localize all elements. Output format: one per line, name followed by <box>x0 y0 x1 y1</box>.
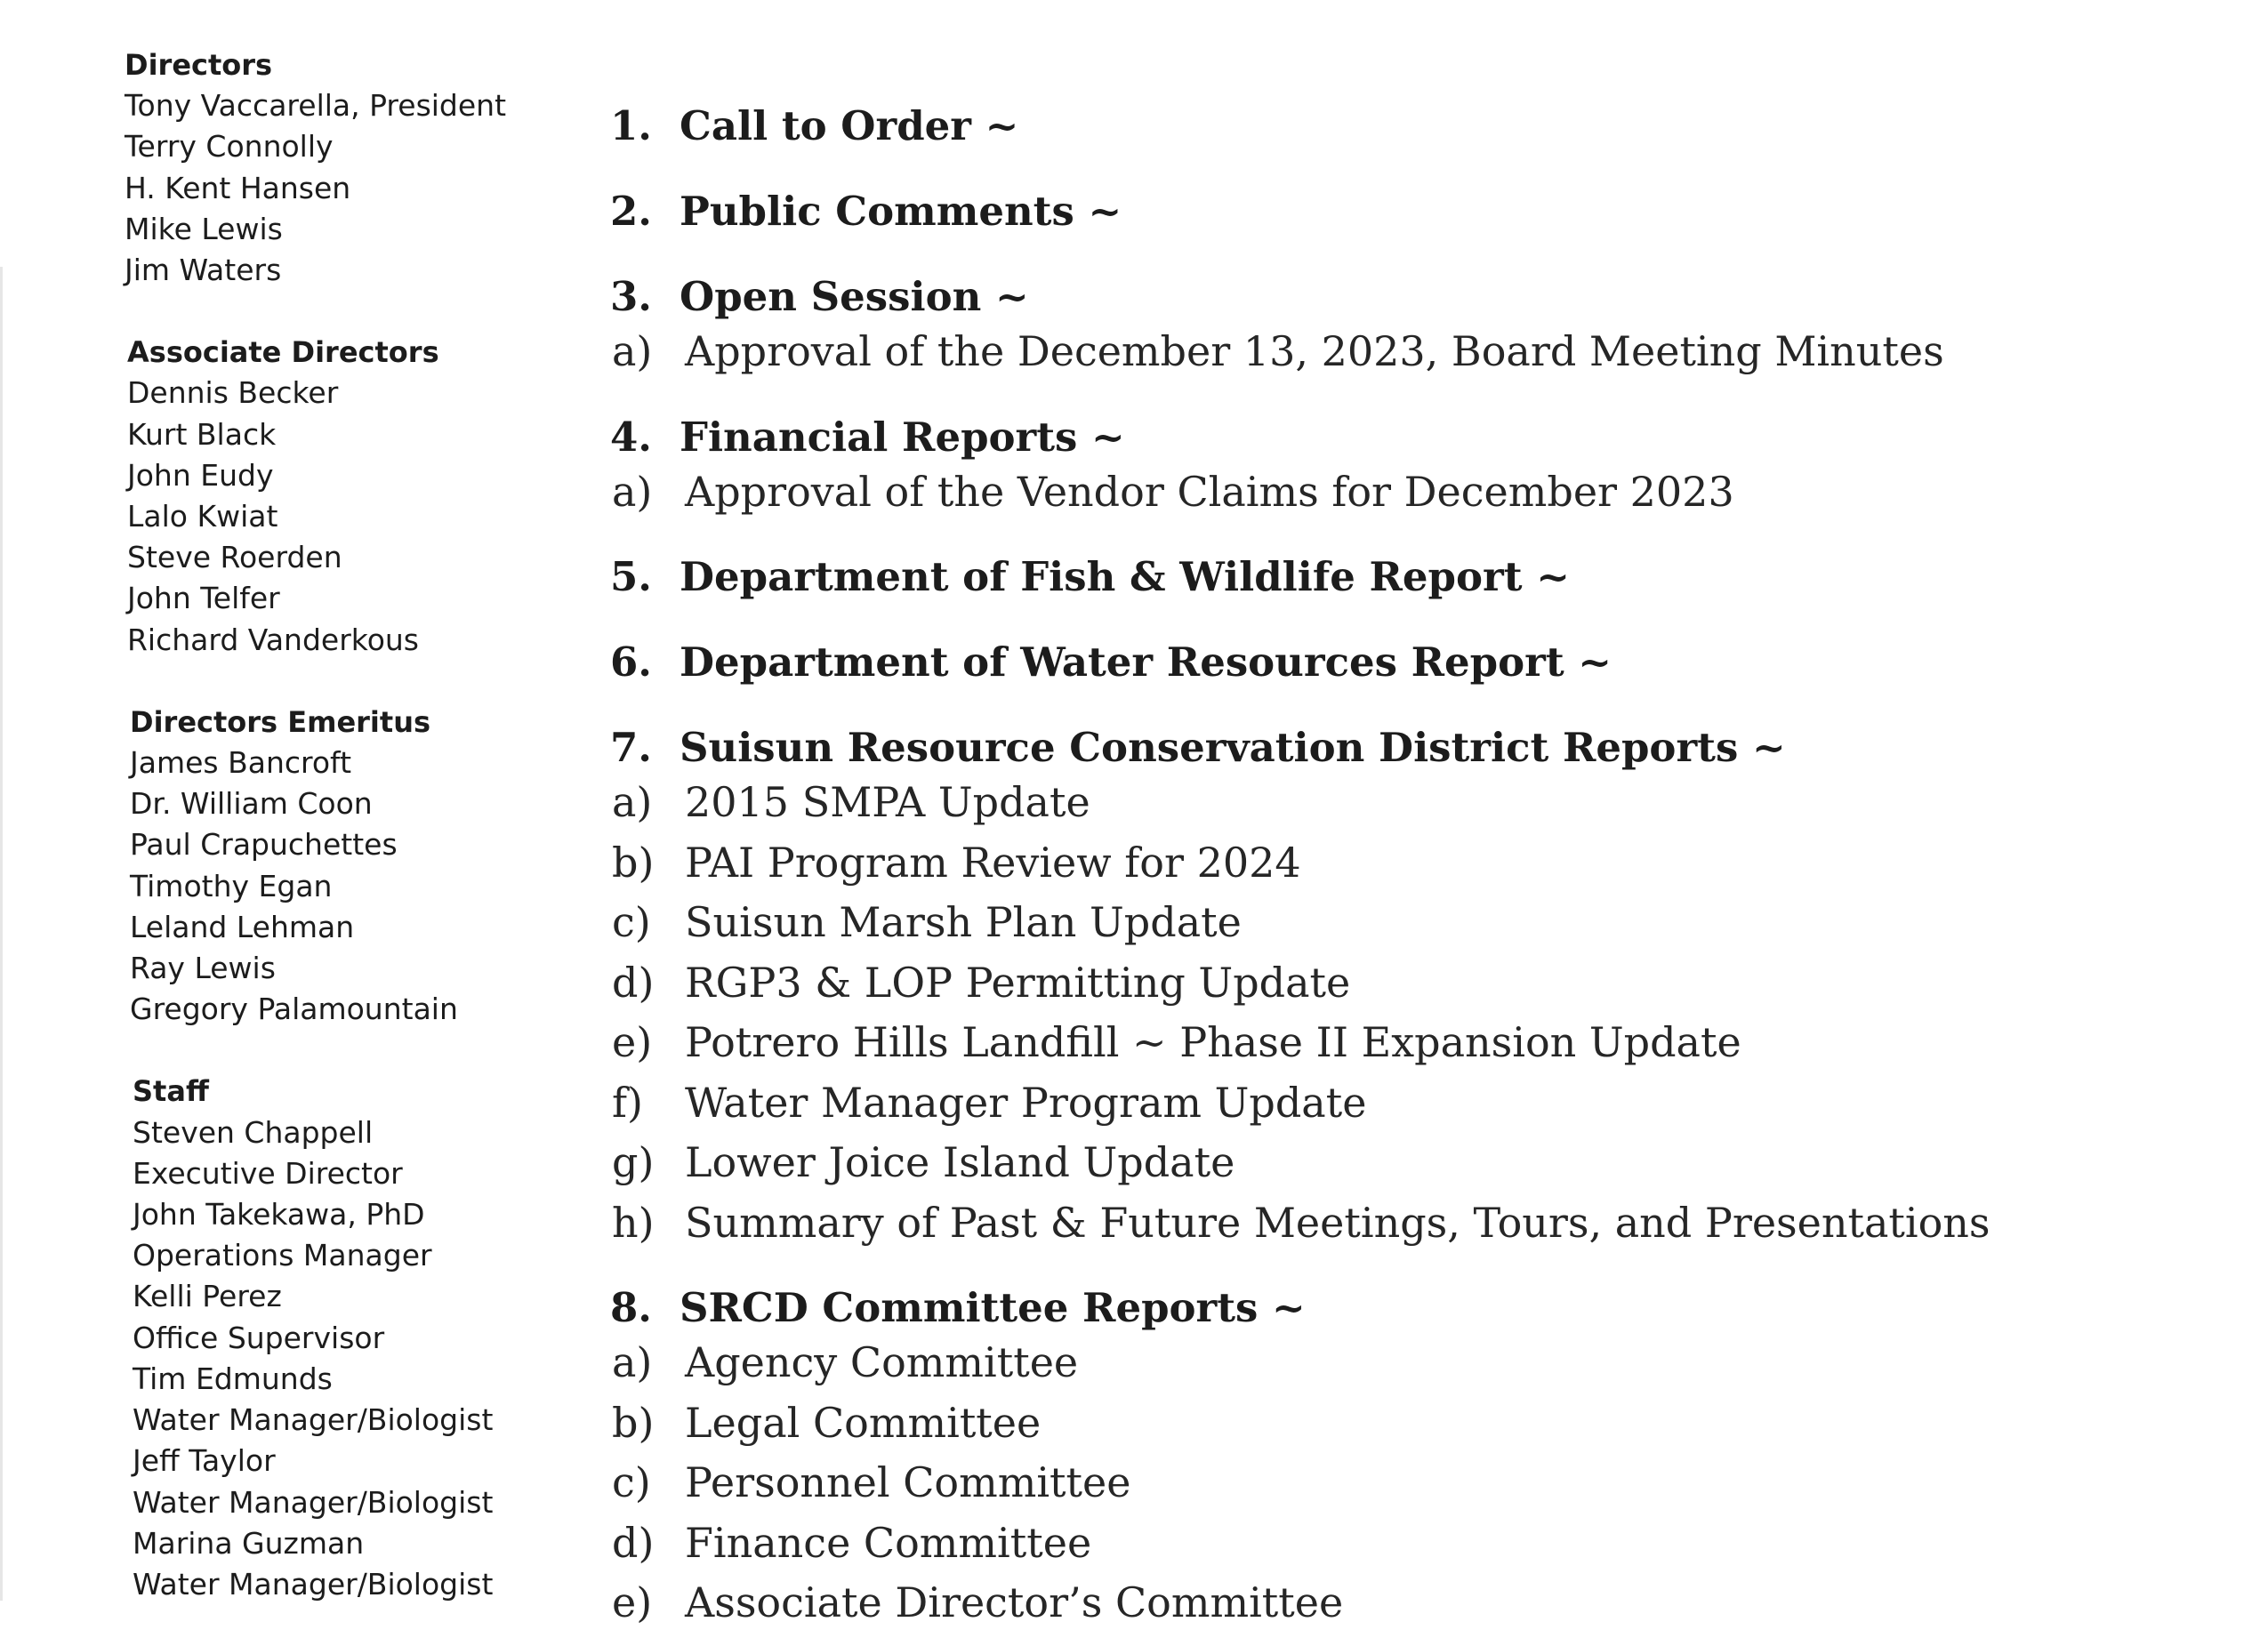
agenda-section <box>610 723 2122 1253</box>
agenda-subitem-letter: a) <box>612 327 653 375</box>
agenda-number: 4. <box>610 413 652 461</box>
directors-emeritus-group <box>125 702 587 1031</box>
agenda-subitem-text: 2015 SMPA Update <box>685 778 1090 826</box>
roster-name: Steve Roerden <box>127 540 342 575</box>
agenda-subitem <box>610 1333 2122 1393</box>
agenda-subitem-letter: b) <box>612 1398 655 1447</box>
agenda-section <box>610 413 2122 523</box>
group-heading: Directors Emeritus <box>130 704 431 739</box>
agenda-number: 7. <box>610 724 652 771</box>
roster-name: Dr. William Coon <box>130 786 373 822</box>
agenda-subitem-text: Personnel Committee <box>685 1458 1131 1506</box>
associate-directors-group <box>125 332 587 661</box>
directors-group <box>125 44 587 291</box>
agenda-number: 8. <box>610 1284 652 1331</box>
roster-name: Timothy Egan <box>130 868 333 903</box>
agenda-heading <box>610 101 2122 151</box>
agenda-title: SRCD Committee Reports ~ <box>680 1284 1306 1331</box>
staff-title: Office Supervisor <box>133 1320 385 1355</box>
roster-name: Dennis Becker <box>127 375 339 411</box>
agenda-title: Department of Fish & Wildlife Report ~ <box>680 553 1570 600</box>
agenda-subitem <box>610 1514 2122 1574</box>
agenda-subitem-letter: c) <box>612 898 651 946</box>
roster-name: James Bancroft <box>130 745 352 781</box>
agenda-heading <box>610 723 2122 773</box>
agenda-subitem-text: Associate Director’s Committee <box>685 1578 1344 1626</box>
roster-name: Paul Crapuchettes <box>130 827 398 863</box>
roster-name: Mike Lewis <box>125 211 283 246</box>
agenda-number: 1. <box>610 102 652 149</box>
group-heading: Associate Directors <box>127 335 439 370</box>
staff-name: Steven Chappell <box>133 1114 374 1150</box>
agenda-subitem <box>610 322 2122 382</box>
agenda-subitem <box>610 1133 2122 1193</box>
agenda-subitem <box>610 1393 2122 1454</box>
roster-name: Gregory Palamountain <box>130 992 458 1027</box>
staff-title: Water Manager/Biologist <box>133 1402 494 1438</box>
agenda-subitem-text: Lower Joice Island Update <box>685 1138 1235 1186</box>
group-heading: Staff <box>133 1074 209 1109</box>
agenda-heading <box>610 272 2122 322</box>
staff-name: Kelli Perez <box>133 1279 282 1314</box>
agenda-section <box>610 1283 2122 1634</box>
staff-name: Tim Edmunds <box>133 1361 333 1396</box>
agenda-title: Suisun Resource Conservation District Reports ~ <box>680 724 1786 771</box>
agenda-subitem-text: RGP3 & LOP Permitting Update <box>685 958 1351 1007</box>
agenda-list <box>610 101 2122 1634</box>
agenda-title: Department of Water Resources Report ~ <box>680 638 1613 686</box>
agenda-subitem <box>610 1073 2122 1134</box>
agenda-title: Public Comments ~ <box>680 188 1122 235</box>
agenda-heading <box>610 187 2122 237</box>
agenda-subitem-text: Agency Committee <box>685 1338 1079 1386</box>
agenda-subitem-letter: e) <box>612 1018 653 1066</box>
agenda-subitem-letter: d) <box>612 1518 655 1567</box>
agenda-title: Open Session ~ <box>680 273 1029 320</box>
agenda-section <box>610 552 2122 602</box>
staff-name: Jeff Taylor <box>133 1443 276 1479</box>
roster-name: John Telfer <box>127 581 280 616</box>
roster-name: Richard Vanderkous <box>127 622 420 657</box>
agenda-heading <box>610 552 2122 602</box>
agenda-number: 2. <box>610 188 652 235</box>
agenda-subitem-letter: d) <box>612 958 655 1007</box>
scan-edge-artifact <box>0 267 3 1601</box>
roster-name: Ray Lewis <box>130 951 276 986</box>
roster-name: Leland Lehman <box>130 909 355 944</box>
agenda-section <box>610 187 2122 237</box>
agenda-subitem-text: Approval of the Vendor Claims for December 2023 <box>685 467 1734 516</box>
agenda-subitem-letter: h) <box>612 1198 655 1247</box>
agenda-subitem-letter: c) <box>612 1458 651 1506</box>
agenda-subitem-letter: g) <box>612 1138 655 1186</box>
staff-title: Water Manager/Biologist <box>133 1484 494 1520</box>
agenda-subitem-text: Water Manager Program Update <box>685 1078 1367 1127</box>
agenda-subitem <box>610 1013 2122 1073</box>
agenda-subitem <box>610 1573 2122 1634</box>
agenda-subitem-text: Legal Committee <box>685 1398 1042 1447</box>
staff-name: Marina Guzman <box>133 1525 365 1561</box>
roster-name: H. Kent Hansen <box>125 170 351 205</box>
agenda-number: 6. <box>610 638 652 686</box>
agenda-subitem-letter: e) <box>612 1578 653 1626</box>
staff-name: John Takekawa, PhD <box>133 1197 425 1232</box>
agenda-number: 5. <box>610 553 652 600</box>
agenda-subitem-text: PAI Program Review for 2024 <box>685 838 1301 887</box>
agenda-heading <box>610 413 2122 462</box>
staff-title: Water Manager/Biologist <box>133 1566 494 1602</box>
agenda-section <box>610 272 2122 382</box>
agenda-heading <box>610 1283 2122 1333</box>
agenda-subitem <box>610 1193 2122 1254</box>
agenda-heading <box>610 638 2122 687</box>
agenda-number: 3. <box>610 273 652 320</box>
agenda-subitem <box>610 1453 2122 1514</box>
agenda-section <box>610 638 2122 687</box>
agenda-subitem <box>610 462 2122 523</box>
agenda-subitem-text: Finance Committee <box>685 1518 1092 1567</box>
agenda-subitem-text: Summary of Past & Future Meetings, Tours, and Presentations <box>685 1198 1991 1247</box>
agenda-subitem <box>610 893 2122 953</box>
agenda-subitem <box>610 833 2122 894</box>
agenda-subitem-letter: b) <box>612 838 655 887</box>
group-heading: Directors <box>125 48 273 82</box>
agenda-title: Call to Order ~ <box>680 102 1019 149</box>
staff-group <box>125 1071 587 1605</box>
agenda-subitem-letter: a) <box>612 778 653 826</box>
agenda-subitem-text: Potrero Hills Landfill ~ Phase II Expansion Update <box>685 1018 1741 1066</box>
roster-name: Jim Waters <box>125 253 282 288</box>
agenda-subitem <box>610 773 2122 833</box>
roster-name: Kurt Black <box>127 416 277 452</box>
roster-sidebar <box>125 44 587 1646</box>
agenda-title: Financial Reports ~ <box>680 413 1125 461</box>
agenda-subitem-letter: a) <box>612 467 653 516</box>
roster-name: Lalo Kwiat <box>127 499 278 534</box>
agenda-subitem-text: Approval of the December 13, 2023, Board Meeting Minutes <box>685 327 1944 375</box>
staff-title: Operations Manager <box>133 1238 432 1273</box>
agenda-subitem-letter: f) <box>612 1078 643 1127</box>
roster-name: Tony Vaccarella, President <box>125 88 507 124</box>
roster-name: Terry Connolly <box>125 129 334 165</box>
agenda-subitem-text: Suisun Marsh Plan Update <box>685 898 1242 946</box>
agenda-subitem-letter: a) <box>612 1338 653 1386</box>
agenda-subitem <box>610 953 2122 1014</box>
staff-title: Executive Director <box>133 1155 403 1191</box>
agenda-section <box>610 101 2122 151</box>
roster-name: John Eudy <box>127 457 274 493</box>
